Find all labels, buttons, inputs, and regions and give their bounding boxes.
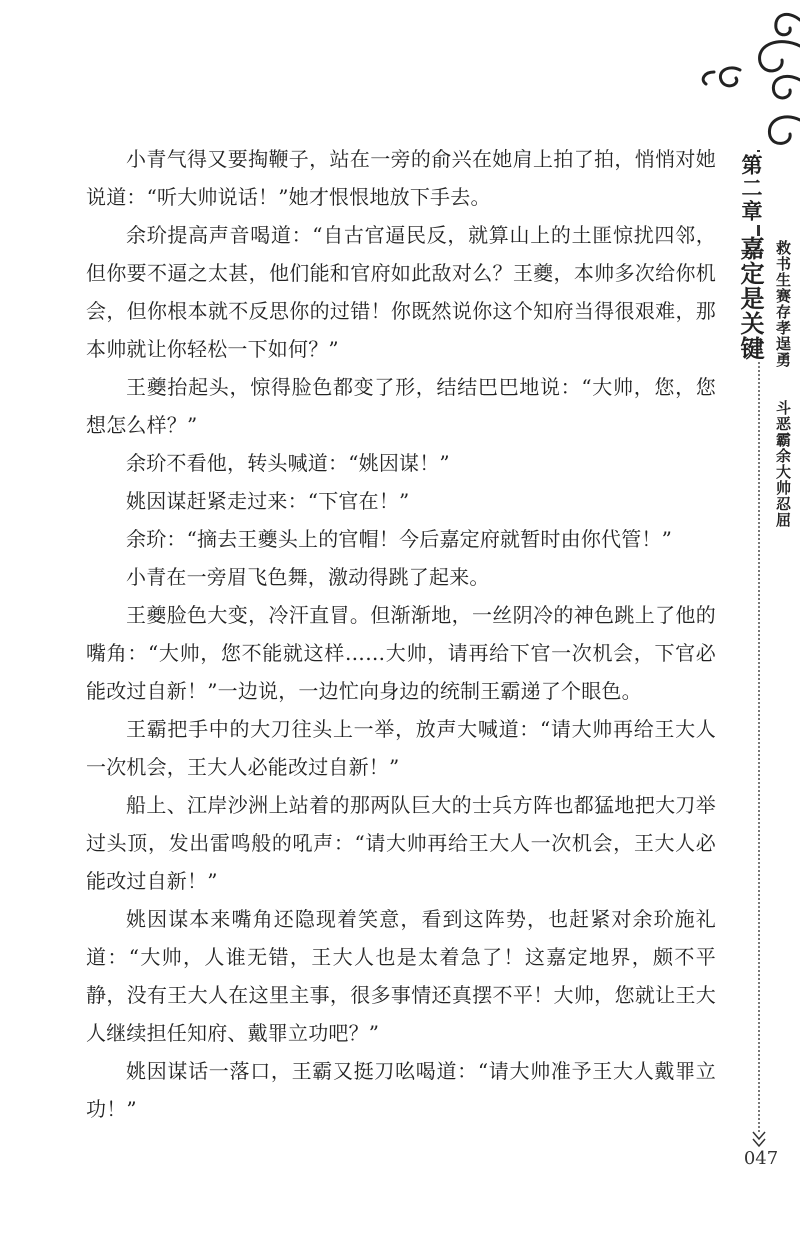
chapter-title: 嘉定是关键: [736, 236, 765, 361]
section-subtitle-1: 救书生赛存孝逞勇: [774, 240, 792, 368]
paragraph: 小青气得又要掏鞭子，站在一旁的俞兴在她肩上拍了拍，悄悄对她说道：“听大帅说话！”她才恨恨地放下手去。: [86, 147, 716, 209]
paragraph: 船上、江岸沙洲上站着的那两队巨大的士兵方阵也都猛地把大刀举过头顶，发出雷鸣般的吼声：“请大帅再给王大人一次机会，王大人必能改过自新！”: [86, 793, 716, 893]
paragraph: 姚因谋本来嘴角还隐现着笑意，看到这阵势，也赶紧对余玠施礼道：“大帅，人谁无错，王大人也是太着急了！这嘉定地界，颇不平静，没有王大人在这里主事，很多事情还真摆不平！大帅，您就让王大人继续担任知府、戴罪立功吧？”: [86, 907, 716, 1045]
paragraph: 王霸把手中的大刀往头上一举，放声大喊道：“请大帅再给王大人一次机会，王大人必能改过自新！”: [86, 717, 716, 779]
chapter-label: 第二章: [736, 152, 766, 225]
paragraph: 姚因谋赶紧走过来：“下官在！”: [126, 489, 410, 513]
paragraph: 王夔脸色大变，冷汗直冒。但渐渐地，一丝阴冷的神色跳上了他的嘴角：“大帅，您不能就这样……大帅，请再给下官一次机会，下官必能改过自新！”一边说，一边忙向身边的统制王霸递了个眼色。: [86, 603, 716, 703]
paragraph: 余玠提高声音喝道：“自古官逼民反，就算山上的土匪惊扰四邻，但你要不逼之太甚，他们能和官府如此敌对么？王夔，本帅多次给你机会，但你根本就不反思你的过错！你既然说你这个知府当得很艰难，那本帅就让你轻松一下如何？”: [86, 223, 716, 361]
section-subtitle-2: 斗恶霸余大帅忍屈: [774, 400, 792, 528]
body-text: [86, 140, 716, 1128]
sidebar-dotted-rule: [758, 270, 760, 1132]
paragraph: 姚因谋话一落口，王霸又挺刀吆喝道：“请大帅准予王大人戴罪立功！”: [86, 1059, 716, 1121]
paragraph: 余玠不看他，转头喊道：“姚因谋！”: [126, 451, 450, 475]
chevron-down-icon: [751, 1130, 767, 1150]
paragraph: 王夔抬起头，惊得脸色都变了形，结结巴巴地说：“大帅，您，您想怎么样？”: [86, 375, 716, 437]
page-number: 047: [743, 1148, 779, 1169]
paragraph: 余玠：“摘去王夔头上的官帽！今后嘉定府就暂时由你代管！”: [126, 527, 673, 551]
paragraph: 小青在一旁眉飞色舞，激动得跳了起来。: [126, 565, 490, 589]
